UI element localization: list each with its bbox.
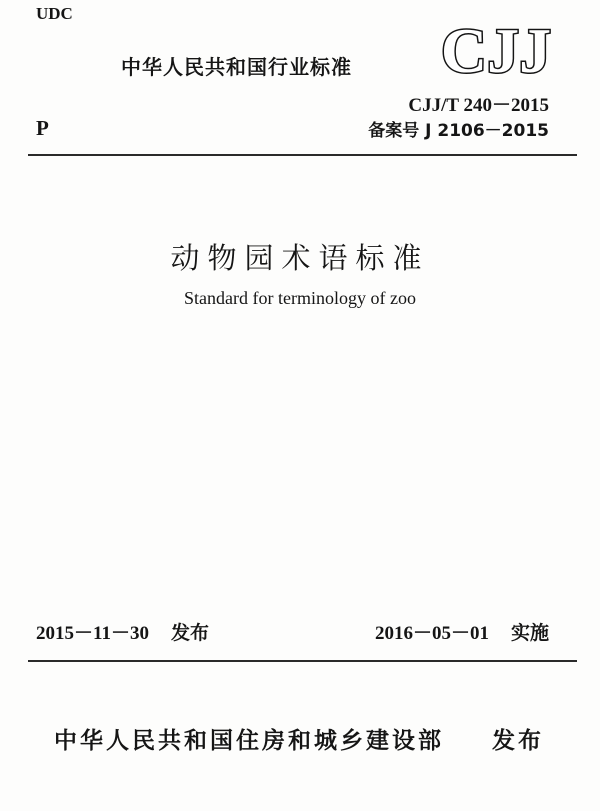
effective-date-line — [375, 618, 549, 645]
publisher-name: 中华人民共和国住房和城乡建设部 — [54, 728, 444, 754]
standard-category: 中华人民共和国行业标准 — [121, 55, 352, 79]
issue-date: 2015－11－30 — [36, 623, 149, 644]
issue-date-line — [36, 618, 209, 645]
classification-letter: P — [36, 116, 49, 140]
udc-label: UDC — [36, 4, 73, 23]
top-divider — [28, 154, 577, 156]
title-chinese: 动物园术语标准 — [170, 241, 430, 275]
standard-number: CJJ/T 240－2015 — [408, 95, 549, 116]
publisher-line — [54, 722, 544, 755]
bottom-divider — [28, 660, 577, 662]
effective-date: 2016－05－01 — [374, 623, 489, 644]
issue-label: 发布 — [170, 622, 209, 644]
title-english: Standard for terminology of zoo — [184, 288, 416, 308]
cjj-logo — [436, 18, 556, 80]
effective-label: 实施 — [510, 622, 549, 644]
publisher-verb: 发布 — [492, 728, 544, 754]
record-number: 备案号 J 2106－2015 — [368, 121, 549, 141]
cjj-logo-text: CJJ — [440, 18, 552, 80]
